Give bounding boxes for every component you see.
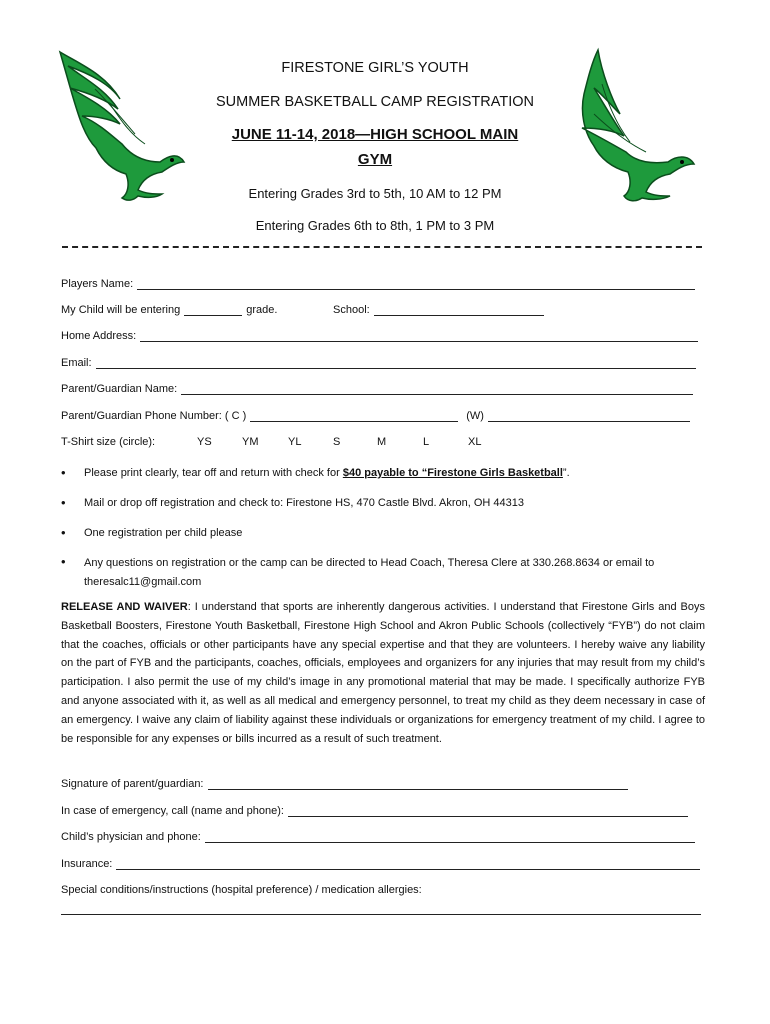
tear-off-line	[62, 246, 702, 248]
email-line[interactable]	[96, 358, 696, 369]
emergency-line[interactable]	[288, 806, 688, 817]
size-ys[interactable]: YS	[197, 436, 212, 448]
size-xl[interactable]: XL	[468, 436, 482, 448]
insurance-line[interactable]	[116, 859, 700, 870]
guardian-name-label: Parent/Guardian Name:	[61, 383, 178, 395]
release-title: RELEASE AND WAIVER	[61, 601, 188, 613]
special-conditions-label: Special conditions/instructions (hospital preference) / medication allergies:	[61, 884, 422, 896]
release-waiver-text: RELEASE AND WAIVER: I understand that sports are inherently dangerous activities. I understand that Firestone Girls and Boys Basketball Boosters, Firestone Youth Basketball, Firestone High School and Akron Public Schools (collectively “FYB”) do not claim that the coaches, officials or other participants have any special expertise and that they are volunteers. I hereby waive any liability on the part of FYB and the participants, coaches, officials, employees and organizers for any injuries that may result from my child’s participation. I also permit the use of my child’s image in any promotional material that may be made. I specifically authorize FYB and anyone associated with it, as well as all medical and emergency personnel, to treat my child as they deem necessary in case of an emergency. I waive any claim of liability against these individuals or organizations for emergency treatment of my child. I agree to be responsible for any expenses or bills incurred as a result of such treatment.	[61, 601, 705, 745]
home-address-field[interactable]	[61, 330, 698, 342]
work-phone-line[interactable]	[488, 411, 690, 422]
home-address-line[interactable]	[140, 331, 698, 342]
size-ym[interactable]: YM	[242, 436, 259, 448]
signature-label: Signature of parent/guardian:	[61, 778, 204, 790]
home-address-label: Home Address:	[61, 330, 137, 342]
insurance-label: Insurance:	[61, 858, 113, 870]
grade-field[interactable]	[61, 304, 277, 316]
size-l[interactable]: L	[423, 436, 430, 448]
bullet-dot: •	[61, 525, 66, 540]
cell-phone-line[interactable]	[250, 411, 458, 422]
bullet-dot: •	[61, 465, 66, 480]
size-s[interactable]: S	[333, 436, 341, 448]
header-session-1: Entering Grades 3rd to 5th, 10 AM to 12 PM	[248, 186, 502, 201]
physician-line[interactable]	[205, 832, 695, 843]
tshirt-label: T-Shirt size (circle):	[61, 436, 156, 448]
header-location: GYM	[357, 151, 393, 168]
grade-label: My Child will be entering	[61, 304, 181, 316]
eagle-logo-left	[50, 44, 190, 204]
signature-field[interactable]	[61, 778, 628, 790]
header-session-2: Entering Grades 6th to 8th, 1 PM to 3 PM	[255, 218, 495, 233]
guardian-name-line[interactable]	[181, 384, 693, 395]
grade-line[interactable]	[184, 305, 242, 316]
physician-label: Child’s physician and phone:	[61, 831, 201, 843]
players-name-field[interactable]	[61, 278, 695, 290]
size-yl[interactable]: YL	[288, 436, 302, 448]
header-title: FIRESTONE GIRL’S YOUTH	[281, 60, 469, 76]
special-conditions-line[interactable]	[61, 914, 701, 915]
bullet-dot: •	[61, 554, 66, 569]
players-name-line[interactable]	[137, 279, 695, 290]
guardian-name-field[interactable]	[61, 383, 693, 395]
header-subtitle: SUMMER BASKETBALL CAMP REGISTRATION	[216, 94, 534, 110]
school-field[interactable]	[333, 304, 544, 316]
header-dates: JUNE 11-14, 2018—HIGH SCHOOL MAIN	[231, 126, 519, 143]
guardian-phone-label: Parent/Guardian Phone Number: ( C )	[61, 410, 247, 422]
bullet-dot: •	[61, 495, 66, 510]
size-m[interactable]: M	[377, 436, 387, 448]
players-name-label: Players Name:	[61, 278, 134, 290]
emergency-contact-field[interactable]	[61, 805, 688, 817]
work-phone-label: (W)	[466, 410, 484, 422]
emergency-label: In case of emergency, call (name and phone):	[61, 805, 284, 817]
special-conditions-field	[61, 884, 422, 896]
insurance-field[interactable]	[61, 858, 700, 870]
school-line[interactable]	[374, 305, 544, 316]
physician-field[interactable]	[61, 831, 695, 843]
eagle-logo-right	[550, 44, 700, 204]
signature-line[interactable]	[208, 779, 628, 790]
grade-suffix: grade.	[246, 304, 278, 316]
school-label: School:	[333, 304, 370, 316]
email-label: Email:	[61, 357, 92, 369]
guardian-phone-field[interactable]	[61, 410, 690, 422]
email-field[interactable]	[61, 357, 696, 369]
